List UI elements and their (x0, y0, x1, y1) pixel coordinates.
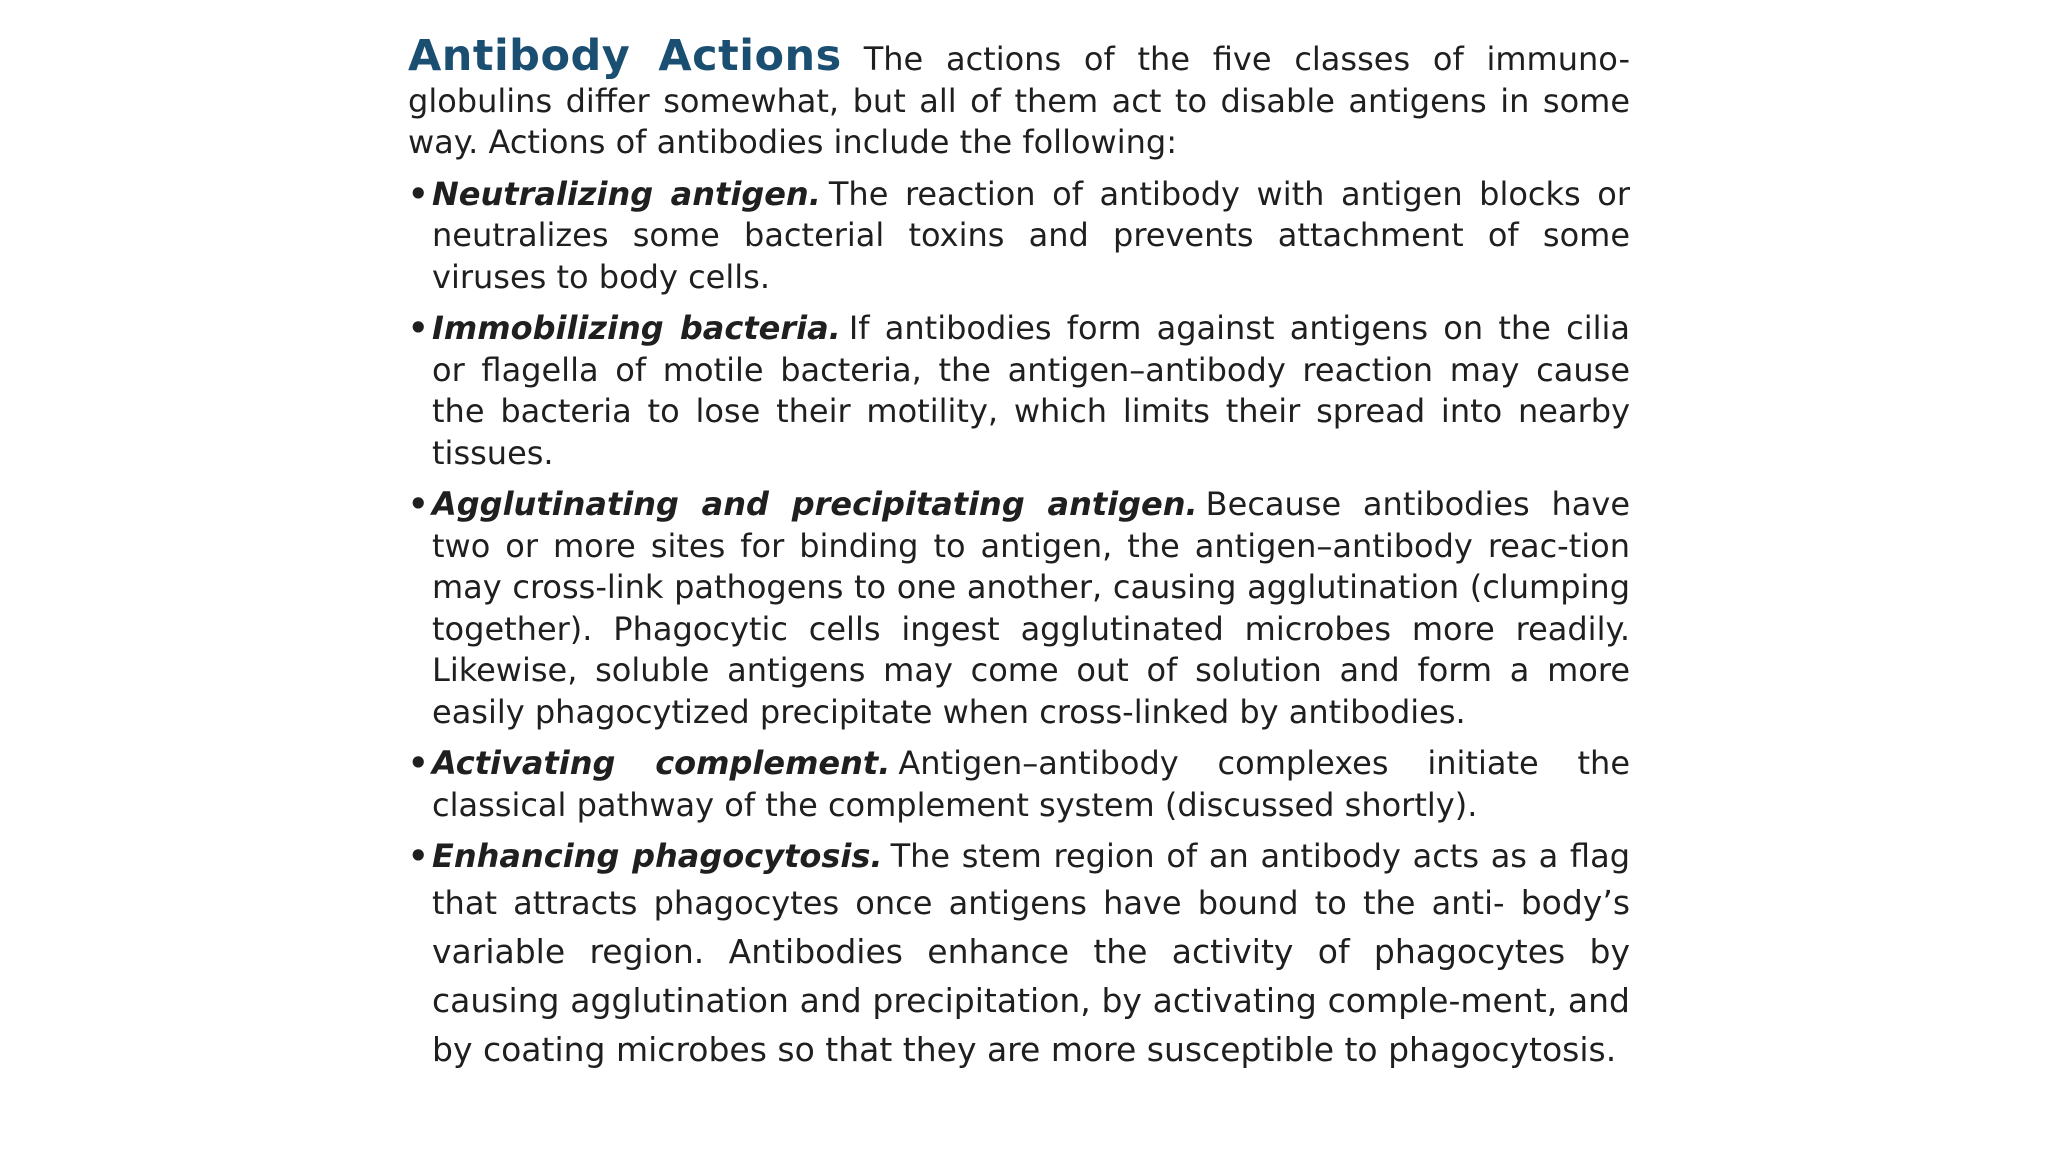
action-term: Activating complement. (432, 744, 891, 782)
list-item (408, 743, 1630, 826)
list-item (408, 308, 1630, 474)
action-term: Neutralizing antigen. (432, 174, 821, 213)
action-term: Enhancing phagocytosis. (432, 837, 883, 875)
intro-text: The actions of the five classes of immuno-globulins differ somewhat, but all of them act to disable antigens in some way. Actions of antibodies include the following: (408, 40, 1630, 161)
action-text: Because antibodies have two or more sites for binding to antigen, the antigen–antibody reac-tion may cross-link pathogens to one another, causing agglutination (clumping together). Phagocytic cells ingest agglutinated microbes more readily. Likewise, soluble antigens may come out of solution and form a more easily phagocytized precipitate when cross-linked by antibodies. (432, 485, 1631, 731)
action-text-continued: body’s variable region. Antibodies enhance the activity of phagocytes by causing agglutination and precipitation, by activating comple-ment, and by coating microbes so that they are more susceptible to phagocytosis. (432, 882, 1631, 1069)
action-text: The reaction of antibody with antigen blocks or neutralizes some bacterial toxins and prevents attachment of some viruses to body cells. (432, 174, 1631, 296)
document-page (408, 31, 1631, 1084)
list-item (408, 836, 1630, 1074)
bullet-icon: • (408, 744, 429, 782)
intro-paragraph (408, 31, 1630, 164)
section-heading: Antibody Actions (408, 31, 842, 81)
action-term: Immobilizing bacteria. (432, 309, 841, 347)
action-text: The stem region of an antibody acts as a flag that attracts phagocytes once antigens have bound to the anti- (432, 837, 1630, 922)
bullet-icon: • (408, 485, 429, 523)
bullet-icon: • (408, 174, 429, 213)
bullet-icon: • (408, 837, 429, 875)
action-text: If antibodies form against antigens on the cilia or flagella of motile bacteria, the antigen–antibody reaction may cause the bacteria to lose their motility, which limits their spread into nearby tissues. (432, 309, 1631, 472)
bullet-icon: • (408, 309, 429, 347)
action-term: Agglutinating and precipitating antigen. (432, 485, 1198, 523)
action-text: Antigen–antibody complexes initiate the classical pathway of the complement system (discussed shortly). (432, 744, 1630, 824)
list-item (408, 174, 1630, 299)
actions-list (408, 174, 1630, 1074)
list-item (408, 484, 1630, 733)
